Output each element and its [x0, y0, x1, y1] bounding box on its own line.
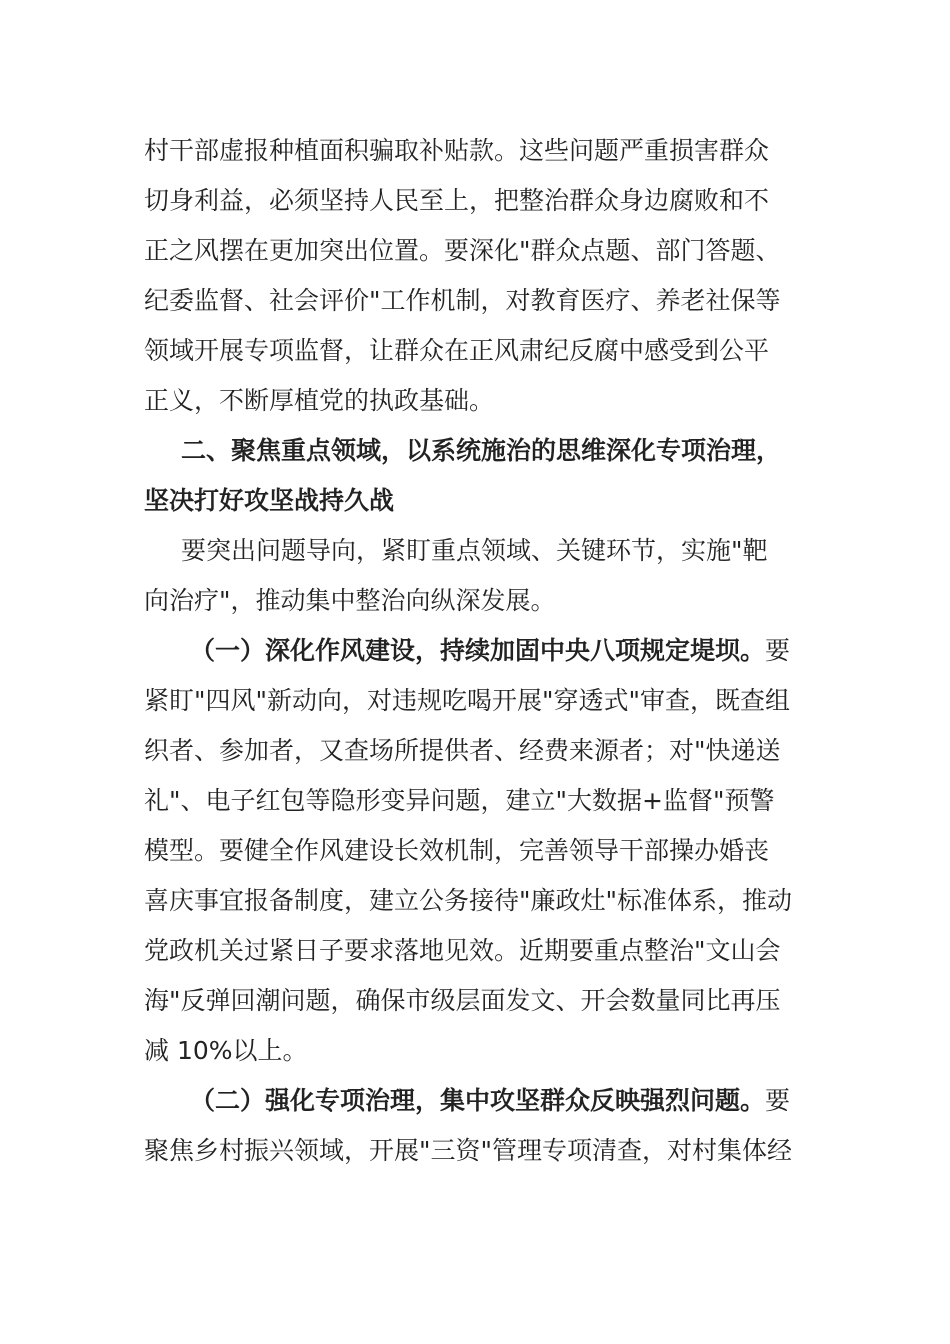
body-line: 紧盯"四风"新动向，对违规吃喝开展"穿透式"审查，既查组 [144, 686, 790, 715]
body-line: 减 10%以上。 [144, 1036, 308, 1065]
subsection-line [144, 626, 809, 676]
subsection-heading: （一）深化作风建设，持续加固中央八项规定堤坝。 [190, 636, 766, 665]
body-line: 要突出问题导向，紧盯重点领域、关键环节，实施"靶 [181, 536, 768, 565]
body-line: 聚焦乡村振兴领域，开展"三资"管理专项清查，对村集体经 [144, 1136, 793, 1165]
body-line: 纪委监督、社会评价"工作机制，对教育医疗、养老社保等 [144, 286, 781, 315]
section-heading-line: 坚决打好攻坚战持久战 [144, 486, 395, 515]
body-line: 村干部虚报种植面积骗取补贴款。这些问题严重损害群众 [144, 136, 770, 165]
body-line: 礼"、电子红包等隐形变异问题，建立"大数据+监督"预警 [144, 786, 775, 815]
body-line: 正义，不断厚植党的执政基础。 [144, 386, 495, 415]
body-line: 正之风摆在更加突出位置。要深化"群众点题、部门答题、 [144, 236, 781, 265]
body-line: 党政机关过紧日子要求落地见效。近期要重点整治"文山会 [144, 936, 781, 965]
document-body [144, 126, 809, 1176]
body-line: 海"反弹回潮问题，确保市级层面发文、开会数量同比再压 [144, 986, 781, 1015]
body-line: 切身利益，必须坚持人民至上，把整治群众身边腐败和不 [144, 186, 770, 215]
section-heading-line: 二、聚焦重点领域，以系统施治的思维深化专项治理， [181, 436, 782, 465]
subsection-line [144, 1076, 809, 1126]
subsection-text: 要 [765, 1086, 791, 1115]
body-line: 织者、参加者，又查场所提供者、经费来源者；对"快递送 [144, 736, 781, 765]
body-line: 向治疗"，推动集中整治向纵深发展。 [144, 586, 556, 615]
body-line: 模型。要健全作风建设长效机制，完善领导干部操办婚丧 [144, 836, 770, 865]
subsection-heading: （二）强化专项治理，集中攻坚群众反映强烈问题。 [190, 1086, 766, 1115]
body-line: 领域开展专项监督，让群众在正风肃纪反腐中感受到公平 [144, 336, 770, 365]
subsection-text: 要 [765, 636, 791, 665]
body-line: 喜庆事宜报备制度，建立公务接待"廉政灶"标准体系，推动 [144, 886, 793, 915]
